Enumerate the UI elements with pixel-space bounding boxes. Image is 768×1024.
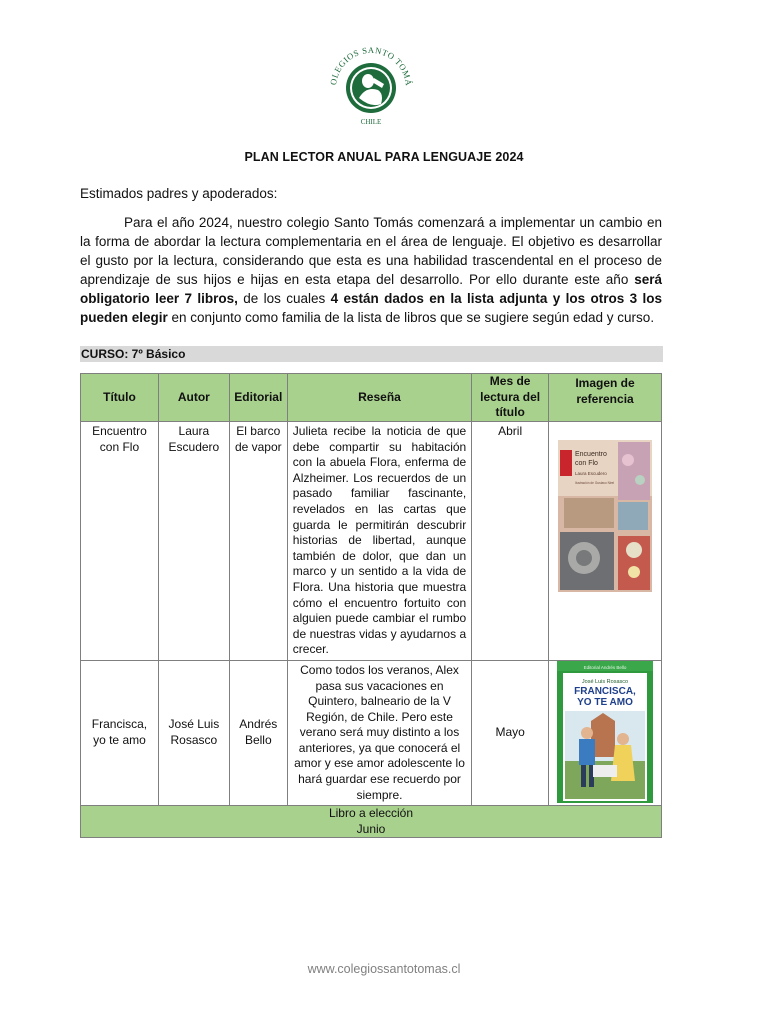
header-imagen: Imagen de referencia — [549, 374, 662, 422]
cell-editorial: Andrés Bello — [229, 660, 287, 805]
school-logo — [326, 38, 416, 130]
bold-list-note: 4 están dados en la lista adjunta y los otros 3 los pueden elegir — [80, 291, 662, 325]
book-cover-encuentro-con-flo — [558, 440, 652, 592]
table-header-row — [81, 374, 662, 422]
svg-text:Editorial Andrés Bello: Editorial Andrés Bello — [583, 664, 627, 670]
cell-titulo: Francisca, yo te amo — [81, 660, 159, 805]
greeting: Estimados padres y apoderados: — [80, 186, 278, 201]
header-autor: Autor — [158, 374, 229, 422]
svg-text:COLEGIOS SANTO TOMÁS: OLEGIOS SANTO TOMÁ — [328, 44, 415, 87]
document-title: PLAN LECTOR ANUAL PARA LENGUAJE 2024 — [244, 150, 524, 164]
free-choice-cell — [81, 806, 662, 838]
school-seal-icon — [326, 38, 416, 130]
intro-paragraph: Para el año 2024, nuestro colegio Santo Tomás comenzará a implementar un cambio en la forma de abordar la lectura complementaria en el área de lenguaje. El objetivo es desarrollar el gusto por la lectura, considerando que esta es una habilidad trascendental en el proceso de aprendizaje de sus hijos e hijas en esta etapa del desarrollo. Por ello durante este año será obligatorio leer 7 libros, de los cuales 4 están dados en la lista adjunta y los otros 3 los pueden elegir en conjunto como familia de la lista de libros que se sugiere según edad y curso. — [80, 215, 662, 325]
svg-text:Laura Escudero: Laura Escudero — [575, 471, 607, 476]
svg-text:Encuentro: Encuentro — [575, 451, 607, 458]
cell-imagen — [549, 660, 662, 805]
header-resena: Reseña — [287, 374, 471, 422]
header-titulo: Título — [81, 374, 159, 422]
free-choice-label: Libro a elección — [328, 806, 414, 821]
cell-titulo: Encuentro con Flo — [81, 422, 159, 661]
free-choice-row — [81, 806, 662, 838]
course-label: CURSO: 7º Básico — [80, 346, 663, 362]
cell-resena: Julieta recibe la noticia de que debe compartir su habitación con la abuela Flora, enferma de Alzheimer. Los recuerdos de un pasado familiar fascinante, revelados en las cartas que guarda le permitirán descubrir historias de libertad, aunque también de dolor, que dan un marco y un sentido a la vida de Flora. Una historia que muestra cómo el encuentro fortuito con alguien puede cambiar el rumbo de nuestras vidas y ayudarnos a crecer. — [287, 422, 471, 661]
book-cover-francisca-yo-te-amo — [557, 661, 653, 803]
bold-requirement: será obligatorio leer 7 libros, — [80, 272, 662, 306]
header-mes: Mes de lectura del título — [472, 374, 549, 422]
cell-resena: Como todos los veranos, Alex pasa sus vacaciones en Quintero, balneario de la V Región, de Chile. Pero este verano será muy distinto a los anteriores, ya que conocerá el amor y ese amor adolescente lo hará guardar ese recuerdo por siempre. — [287, 660, 471, 805]
free-choice-month: Junio — [356, 821, 386, 836]
svg-text:YO TE AMO: YO TE AMO — [577, 696, 633, 708]
cell-editorial: El barco de vapor — [229, 422, 287, 661]
cell-imagen — [549, 422, 662, 661]
cell-autor: Laura Escudero — [158, 422, 229, 661]
table-row — [81, 660, 662, 805]
svg-text:FRANCISCA,: FRANCISCA, — [574, 685, 636, 697]
footer-website-link[interactable]: www.colegiossantotomas.cl — [307, 962, 461, 976]
cell-autor: José Luis Rosasco — [158, 660, 229, 805]
svg-text:con Flo: con Flo — [575, 460, 598, 467]
reading-plan-table — [80, 373, 662, 838]
cell-mes: Mayo — [472, 660, 549, 805]
header-editorial: Editorial — [229, 374, 287, 422]
cell-mes: Abril — [472, 422, 549, 661]
svg-text:José Luis Rosasco: José Luis Rosasco — [581, 678, 629, 685]
svg-text:CHILE: CHILE — [360, 118, 382, 126]
svg-text:Ilustración de Gustavo Nirel: Ilustración de Gustavo Nirel — [575, 481, 615, 485]
table-row — [81, 422, 662, 661]
